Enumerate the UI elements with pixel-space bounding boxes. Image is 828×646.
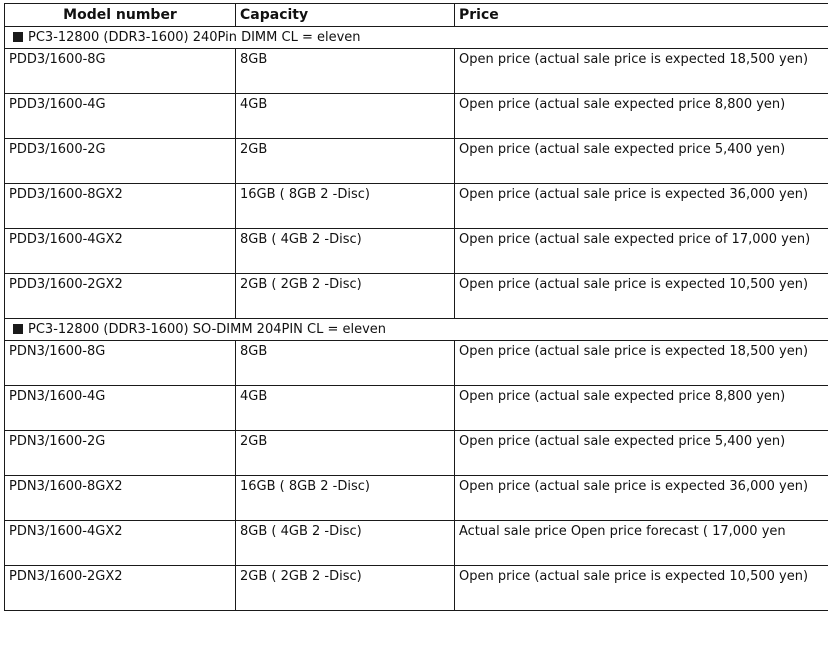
capacity-cell: 2GB ( 2GB 2 -Disc): [236, 274, 455, 319]
price-cell: Open price (actual sale expected price 8,800 yen): [455, 386, 828, 431]
table-row: [5, 521, 828, 566]
model-cell: PDD3/1600-8G: [5, 49, 236, 94]
model-cell: PDN3/1600-2G: [5, 431, 236, 476]
price-cell: Actual sale price Open price forecast ( 17,000 yen: [455, 521, 828, 566]
model-cell: PDN3/1600-2GX2: [5, 566, 236, 611]
price-cell: Open price (actual sale price is expected 18,500 yen): [455, 341, 828, 386]
table-row: [5, 229, 828, 274]
price-cell: Open price (actual sale price is expected 10,500 yen): [455, 566, 828, 611]
capacity-cell: 16GB ( 8GB 2 -Disc): [236, 476, 455, 521]
price-cell: Open price (actual sale expected price of 17,000 yen): [455, 229, 828, 274]
table-row: [5, 566, 828, 611]
capacity-cell: 4GB: [236, 386, 455, 431]
section-row-dimm: [5, 27, 828, 49]
capacity-cell: 4GB: [236, 94, 455, 139]
memory-spec-table: [4, 3, 828, 611]
section-title: PC3-12800 (DDR3-1600) SO-DIMM 204PIN CL = eleven: [28, 322, 387, 337]
table-row: [5, 139, 828, 184]
table-row: [5, 341, 828, 386]
model-cell: PDD3/1600-2G: [5, 139, 236, 184]
model-cell: PDD3/1600-4G: [5, 94, 236, 139]
section-row-sodimm: [5, 319, 828, 341]
model-cell: PDN3/1600-4G: [5, 386, 236, 431]
model-cell: PDN3/1600-8G: [5, 341, 236, 386]
section-title-cell: [5, 319, 828, 341]
capacity-cell: 2GB ( 2GB 2 -Disc): [236, 566, 455, 611]
price-cell: Open price (actual sale expected price 5,400 yen): [455, 139, 828, 184]
square-bullet-icon: [13, 32, 23, 42]
table-row: [5, 184, 828, 229]
table-row: [5, 274, 828, 319]
price-cell: Open price (actual sale expected price 8,800 yen): [455, 94, 828, 139]
header-model-number: Model number: [5, 4, 236, 27]
price-cell: Open price (actual sale price is expected 36,000 yen): [455, 476, 828, 521]
price-cell: Open price (actual sale expected price 5,400 yen): [455, 431, 828, 476]
model-cell: PDD3/1600-4GX2: [5, 229, 236, 274]
section-title-cell: [5, 27, 828, 49]
model-cell: PDN3/1600-4GX2: [5, 521, 236, 566]
table-row: [5, 476, 828, 521]
table-row: [5, 431, 828, 476]
capacity-cell: 2GB: [236, 139, 455, 184]
model-cell: PDD3/1600-8GX2: [5, 184, 236, 229]
table-header-row: [5, 4, 828, 27]
header-capacity: Capacity: [236, 4, 455, 27]
capacity-cell: 16GB ( 8GB 2 -Disc): [236, 184, 455, 229]
capacity-cell: 8GB: [236, 49, 455, 94]
model-cell: PDN3/1600-8GX2: [5, 476, 236, 521]
price-cell: Open price (actual sale price is expected 18,500 yen): [455, 49, 828, 94]
section-title: PC3-12800 (DDR3-1600) 240Pin DIMM CL = eleven: [28, 30, 361, 45]
capacity-cell: 8GB ( 4GB 2 -Disc): [236, 521, 455, 566]
capacity-cell: 8GB ( 4GB 2 -Disc): [236, 229, 455, 274]
header-price: Price: [455, 4, 828, 27]
price-cell: Open price (actual sale price is expected 10,500 yen): [455, 274, 828, 319]
model-cell: PDD3/1600-2GX2: [5, 274, 236, 319]
square-bullet-icon: [13, 324, 23, 334]
table-row: [5, 386, 828, 431]
capacity-cell: 8GB: [236, 341, 455, 386]
table-row: [5, 49, 828, 94]
price-cell: Open price (actual sale price is expected 36,000 yen): [455, 184, 828, 229]
capacity-cell: 2GB: [236, 431, 455, 476]
table-row: [5, 94, 828, 139]
